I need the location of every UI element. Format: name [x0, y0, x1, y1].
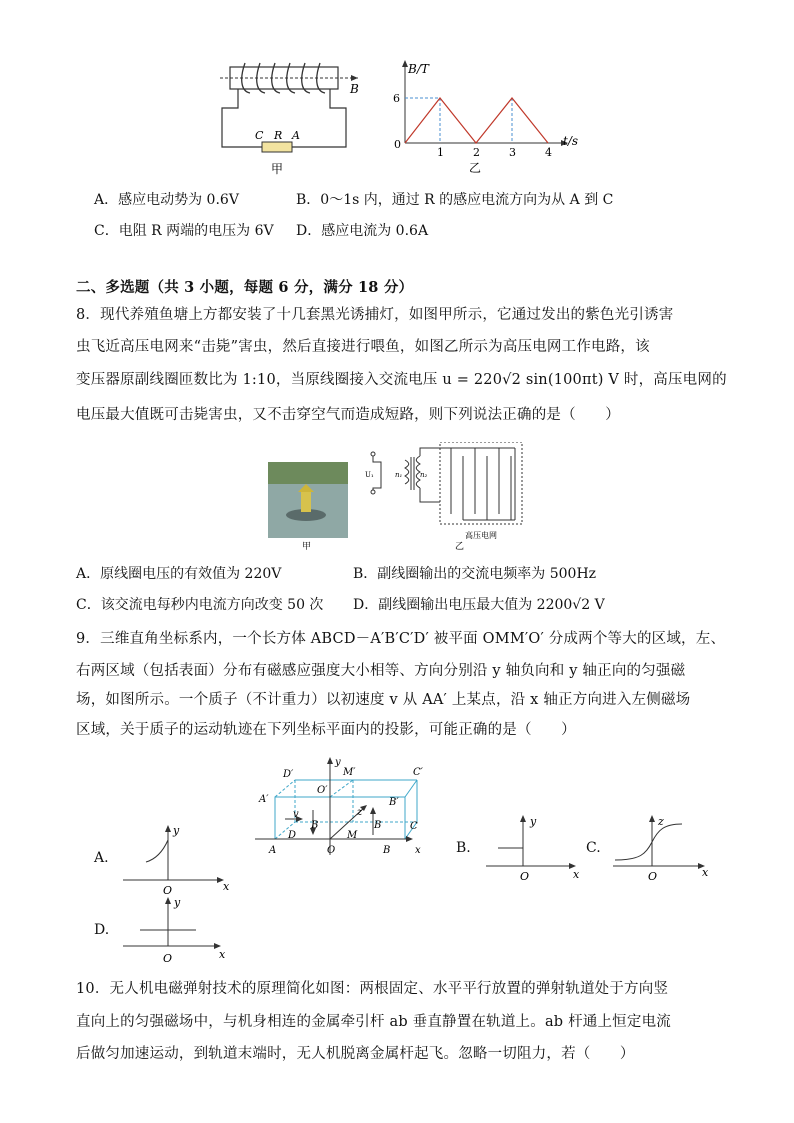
- x-axis-label: t/s: [563, 134, 579, 148]
- label-A: A: [292, 129, 300, 142]
- q9-choice-b-label: B.: [456, 840, 471, 856]
- label-C1: C′: [413, 767, 423, 778]
- label-M: M: [347, 830, 358, 841]
- section-heading: 二、多选题（共 3 小题，每题 6 分，满分 18 分）: [76, 279, 414, 296]
- origin-label: O: [520, 870, 530, 883]
- q8-figures: [265, 442, 535, 552]
- origin-label: O: [648, 870, 658, 883]
- q9-choice-b-graph: [483, 810, 583, 885]
- label-A1: A′: [259, 794, 269, 805]
- y-tick-6: 6: [393, 92, 400, 105]
- q7-option-d: D．感应电流为 0.6A: [296, 223, 429, 239]
- b-t-graph: [393, 60, 578, 175]
- x-label: x: [223, 880, 230, 893]
- origin-label: O: [163, 884, 173, 897]
- label-B-left: B: [311, 820, 319, 831]
- q9-line-1: 9．三维直角坐标系内，一个长方体 ABCD－A′B′C′D′ 被平面 OMM′O′ 分成两个等大的区域，左、: [76, 631, 726, 647]
- graph-caption: 乙: [469, 161, 482, 175]
- label-O1: O′: [317, 785, 328, 796]
- y-axis-label: B/T: [408, 62, 429, 76]
- q9-box-figure: [255, 755, 425, 865]
- z-label: z: [658, 815, 664, 828]
- circuit-caption: 甲: [271, 162, 284, 176]
- q9-choice-a-graph: [118, 818, 238, 898]
- transformer-circuit: [365, 442, 522, 552]
- u1-label: U₁: [365, 471, 374, 479]
- label-v: v: [293, 809, 299, 820]
- q9-choice-d-label: D.: [94, 922, 110, 938]
- y-label: y: [174, 896, 181, 909]
- x-tick-4: 4: [545, 146, 552, 159]
- label-B-right: B: [374, 820, 382, 831]
- label-y: y: [335, 757, 341, 768]
- solenoid-circuit: [220, 63, 359, 176]
- q9-choice-c-label: C.: [586, 840, 601, 856]
- label-D: D: [288, 830, 297, 841]
- q8-line-1: 8．现代养殖鱼塘上方都安装了十几套黑光诱捕灯，如图甲所示，它通过发出的紫色光引诱害: [76, 307, 674, 323]
- q10-line-2: 直向上的匀强磁场中，与机身相连的金属牵引杆 ab 垂直静置在轨道上。ab 杆通上恒定电流: [76, 1014, 671, 1030]
- label-B: B: [350, 82, 359, 96]
- label-x: x: [415, 845, 421, 856]
- label-C: C: [410, 821, 418, 832]
- bug-lamp-photo: [268, 462, 348, 552]
- q9-choice-d-graph: [118, 890, 233, 965]
- q9-line-2: 右两区域（包括表面）分布有磁感应强度大小相等、方向分别沿 y 轴负向和 y 轴正向的匀强磁: [76, 663, 686, 679]
- x-tick-1: 1: [437, 146, 444, 159]
- photo-caption: 甲: [302, 542, 312, 552]
- label-B1: B′: [389, 797, 399, 808]
- q9-line-4: 区域，关于质子的运动轨迹在下列坐标平面内的投影，可能正确的是（ ）: [76, 722, 576, 738]
- y-label: y: [173, 824, 180, 837]
- q9-choice-a-label: A.: [94, 850, 109, 866]
- label-R: R: [274, 129, 283, 142]
- grid-label: 高压电网: [465, 531, 497, 540]
- q8-line-4: 电压最大值既可击毙害虫，又不击穿空气而造成短路，则下列说法正确的是（ ）: [76, 407, 620, 423]
- n2-label: n₂: [420, 471, 428, 479]
- q7-figures: [210, 55, 600, 180]
- q7-option-c: C．电阻 R 两端的电压为 6V: [94, 223, 274, 239]
- x-tick-3: 3: [509, 146, 516, 159]
- label-B: B: [383, 845, 391, 856]
- y-label: y: [530, 815, 537, 828]
- x-label: x: [573, 868, 580, 881]
- label-M1: M′: [343, 767, 356, 778]
- label-A: A: [269, 845, 277, 856]
- q8-option-b: B．副线圈输出的交流电频率为 500Hz: [353, 566, 597, 582]
- q8-line-2: 虫飞近高压电网来“击毙”害虫，然后直接进行喂鱼，如图乙所示为高压电网工作电路，该: [76, 339, 650, 355]
- label-C: C: [255, 129, 264, 142]
- q8-option-d: D．副线圈输出电压最大值为 2200√2 V: [353, 597, 605, 613]
- q9-choice-c-graph: [610, 810, 715, 885]
- q10-line-3: 后做匀加速运动，到轨道末端时，无人机脱离金属杆起飞。忽略一切阻力，若（ ）: [76, 1046, 635, 1062]
- label-D1: D′: [283, 769, 294, 780]
- q8-line-3: 变压器原副线圈匝数比为 1:10，当原线圈接入交流电压 u = 220√2 sin(100πt) V 时，高压电网的: [76, 372, 727, 388]
- q7-option-b: B．0～1s 内，通过 R 的感应电流方向为从 A 到 C: [296, 192, 614, 208]
- label-z: z: [357, 807, 363, 818]
- circuit-caption: 乙: [455, 542, 465, 552]
- x-label: x: [219, 948, 226, 961]
- x-label: x: [702, 866, 709, 879]
- origin-label: O: [163, 952, 173, 965]
- x-tick-2: 2: [473, 146, 480, 159]
- q8-option-c: C．该交流电每秒内电流方向改变 50 次: [76, 597, 324, 613]
- q10-line-1: 10．无人机电磁弹射技术的原理简化如图：两根固定、水平平行放置的弹射轨道处于方向竖: [76, 981, 669, 997]
- n1-label: n₁: [395, 471, 403, 479]
- q7-option-a: A．感应电动势为 0.6V: [94, 192, 239, 208]
- q8-option-a: A．原线圈电压的有效值为 220V: [76, 566, 282, 582]
- q9-line-3: 场，如图所示。一个质子（不计重力）以初速度 v 从 AA′ 上某点，沿 x 轴正方向进入左侧磁场: [76, 692, 691, 708]
- origin: 0: [394, 138, 401, 151]
- label-O: O: [327, 845, 336, 856]
